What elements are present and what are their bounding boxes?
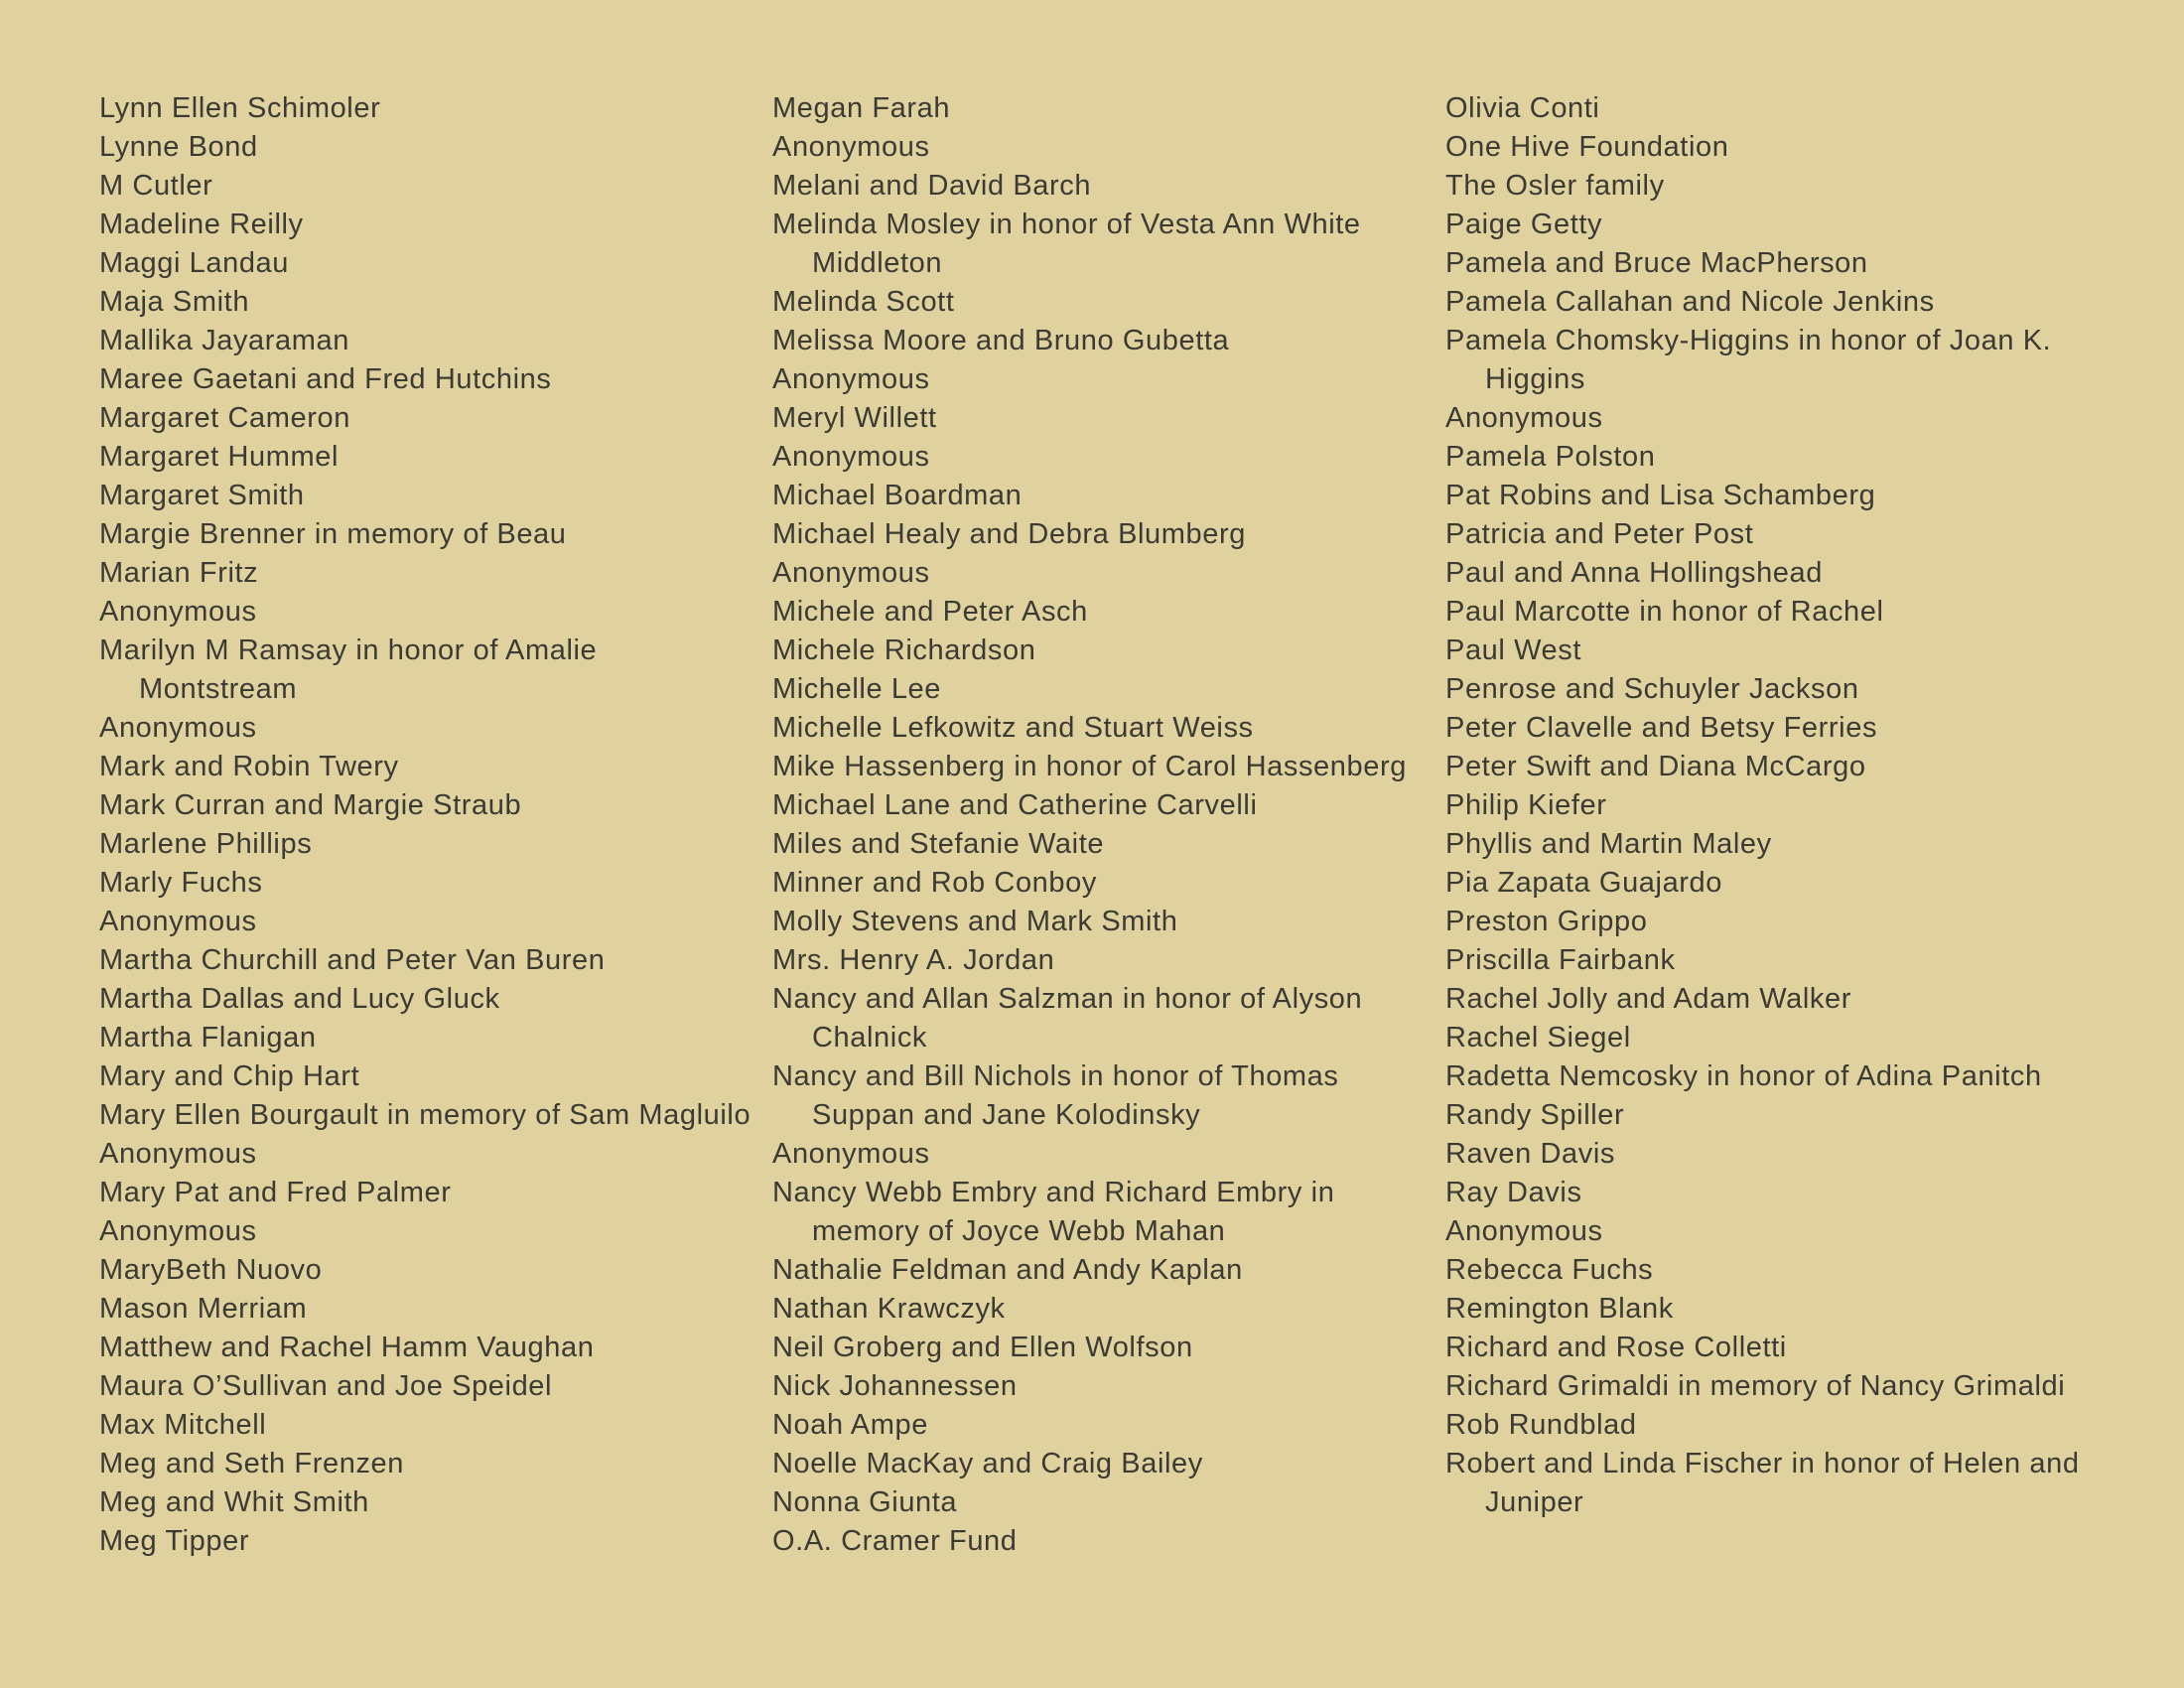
- donor-column-2: [772, 89, 1428, 1561]
- donor-name: Nancy Webb Embry and Richard Embry in memory of Joyce Webb Mahan: [772, 1177, 1335, 1247]
- donor-name: Anonymous: [99, 1215, 257, 1247]
- donor-name: Nonna Giunta: [772, 1486, 958, 1518]
- donor-name: Paul Marcotte in honor of Rachel: [1445, 596, 1884, 628]
- donor-name: Mark and Robin Twery: [99, 751, 399, 782]
- donor-name: Peter Swift and Diana McCargo: [1445, 751, 1866, 782]
- donor-name: Paige Getty: [1445, 209, 1603, 240]
- donor-name: Maggi Landau: [99, 247, 290, 279]
- donor-name: Max Mitchell: [99, 1409, 267, 1441]
- donor-name: Mary Ellen Bourgault in memory of Sam Magluilo: [99, 1099, 751, 1131]
- donor-name: M Cutler: [99, 170, 213, 202]
- donor-name: Penrose and Schuyler Jackson: [1445, 673, 1859, 705]
- donor-name: Anonymous: [1445, 1215, 1603, 1247]
- donor-name: Melinda Scott: [772, 286, 955, 318]
- donor-name: Mike Hassenberg in honor of Carol Hassenberg: [772, 751, 1407, 782]
- donor-name: Anonymous: [99, 712, 257, 744]
- donor-name: Radetta Nemcosky in honor of Adina Panitch: [1445, 1060, 2042, 1092]
- donor-name: Michael Boardman: [772, 480, 1023, 511]
- donor-name: Melissa Moore and Bruno Gubetta: [772, 325, 1230, 356]
- donor-name: Ray Davis: [1445, 1177, 1582, 1208]
- donor-name: Noelle MacKay and Craig Bailey: [772, 1448, 1203, 1479]
- donor-name: Nathalie Feldman and Andy Kaplan: [772, 1254, 1243, 1286]
- donor-name: Anonymous: [99, 1138, 257, 1170]
- donor-name: Philip Kiefer: [1445, 789, 1607, 821]
- donor-name: Martha Churchill and Peter Van Buren: [99, 944, 606, 976]
- donor-name: Martha Dallas and Lucy Gluck: [99, 983, 500, 1015]
- donor-name: Maree Gaetani and Fred Hutchins: [99, 363, 552, 395]
- donor-name: Paul and Anna Hollingshead: [1445, 557, 1823, 589]
- donor-name: Margaret Smith: [99, 480, 305, 511]
- donor-name: Marlene Phillips: [99, 828, 313, 860]
- donor-name: Peter Clavelle and Betsy Ferries: [1445, 712, 1878, 744]
- donor-name: Maura O’Sullivan and Joe Speidel: [99, 1370, 553, 1402]
- donor-name: Melinda Mosley in honor of Vesta Ann White Middleton: [772, 209, 1361, 279]
- donor-name: Rachel Siegel: [1445, 1022, 1631, 1054]
- donor-name: Priscilla Fairbank: [1445, 944, 1676, 976]
- donor-name: Mallika Jayaraman: [99, 325, 349, 356]
- donor-name: Melani and David Barch: [772, 170, 1092, 202]
- donor-list-page: [99, 89, 2124, 1638]
- donor-name: Pamela and Bruce MacPherson: [1445, 247, 1868, 279]
- donor-name: Paul West: [1445, 634, 1582, 666]
- donor-name: Olivia Conti: [1445, 92, 1600, 124]
- donor-name: Preston Grippo: [1445, 906, 1648, 937]
- donor-name-list: [1445, 89, 2101, 1522]
- donor-name: Anonymous: [99, 596, 257, 628]
- donor-name: Margaret Cameron: [99, 402, 350, 434]
- donor-name: Lynne Bond: [99, 131, 258, 163]
- donor-name: Rachel Jolly and Adam Walker: [1445, 983, 1852, 1015]
- donor-name: Pamela Chomsky-Higgins in honor of Joan K. Higgins: [1445, 325, 2052, 395]
- donor-name: Meryl Willett: [772, 402, 937, 434]
- donor-name: Mason Merriam: [99, 1293, 308, 1325]
- donor-name: Pia Zapata Guajardo: [1445, 867, 1723, 899]
- donor-name: Lynn Ellen Schimoler: [99, 92, 381, 124]
- donor-name: Noah Ampe: [772, 1409, 928, 1441]
- donor-name: Richard and Rose Colletti: [1445, 1332, 1787, 1363]
- donor-name: Marly Fuchs: [99, 867, 263, 899]
- donor-name: Michael Healy and Debra Blumberg: [772, 518, 1246, 550]
- donor-name: Anonymous: [772, 441, 930, 473]
- donor-column-1: [99, 89, 754, 1561]
- donor-name: Marian Fritz: [99, 557, 259, 589]
- donor-name: Matthew and Rachel Hamm Vaughan: [99, 1332, 595, 1363]
- donor-name: Anonymous: [772, 363, 930, 395]
- donor-name: Madeline Reilly: [99, 209, 304, 240]
- donor-name: Miles and Stefanie Waite: [772, 828, 1105, 860]
- donor-name: Michele Richardson: [772, 634, 1036, 666]
- donor-name: Megan Farah: [772, 92, 951, 124]
- donor-name: Patricia and Peter Post: [1445, 518, 1754, 550]
- donor-name: Anonymous: [772, 131, 930, 163]
- donor-name: Rob Rundblad: [1445, 1409, 1637, 1441]
- donor-name: Michele and Peter Asch: [772, 596, 1088, 628]
- donor-name: Nathan Krawczyk: [772, 1293, 1006, 1325]
- donor-name: Anonymous: [772, 1138, 930, 1170]
- donor-name: Nancy and Bill Nichols in honor of Thomas Suppan and Jane Kolodinsky: [772, 1060, 1339, 1131]
- donor-name: Marilyn M Ramsay in honor of Amalie Montstream: [99, 634, 598, 705]
- donor-name: Rebecca Fuchs: [1445, 1254, 1654, 1286]
- donor-name: Michael Lane and Catherine Carvelli: [772, 789, 1258, 821]
- donor-name: Nancy and Allan Salzman in honor of Alyson Chalnick: [772, 983, 1363, 1054]
- donor-column-3: [1445, 89, 2101, 1522]
- donor-name: The Osler family: [1445, 170, 1665, 202]
- donor-name: Phyllis and Martin Maley: [1445, 828, 1772, 860]
- donor-name: Richard Grimaldi in memory of Nancy Grimaldi: [1445, 1370, 2066, 1402]
- donor-name: One Hive Foundation: [1445, 131, 1729, 163]
- donor-name: Michelle Lefkowitz and Stuart Weiss: [772, 712, 1254, 744]
- donor-name: Mary and Chip Hart: [99, 1060, 360, 1092]
- donor-name: Meg and Seth Frenzen: [99, 1448, 405, 1479]
- donor-name: Margie Brenner in memory of Beau: [99, 518, 567, 550]
- donor-name: O.A. Cramer Fund: [772, 1525, 1018, 1557]
- donor-name: Pamela Polston: [1445, 441, 1656, 473]
- donor-name: Pamela Callahan and Nicole Jenkins: [1445, 286, 1935, 318]
- donor-name: Maja Smith: [99, 286, 250, 318]
- donor-name: Meg and Whit Smith: [99, 1486, 369, 1518]
- donor-name: Anonymous: [99, 906, 257, 937]
- donor-name: Michelle Lee: [772, 673, 942, 705]
- donor-name: Anonymous: [772, 557, 930, 589]
- donor-name: Neil Groberg and Ellen Wolfson: [772, 1332, 1193, 1363]
- donor-name: Randy Spiller: [1445, 1099, 1625, 1131]
- donor-name-list: [99, 89, 754, 1561]
- donor-name: Mrs. Henry A. Jordan: [772, 944, 1055, 976]
- donor-name: Robert and Linda Fischer in honor of Helen and Juniper: [1445, 1448, 2080, 1518]
- donor-name: Martha Flanigan: [99, 1022, 317, 1054]
- donor-name: Minner and Rob Conboy: [772, 867, 1097, 899]
- donor-name: Mark Curran and Margie Straub: [99, 789, 522, 821]
- donor-name: Pat Robins and Lisa Schamberg: [1445, 480, 1876, 511]
- donor-name: Remington Blank: [1445, 1293, 1674, 1325]
- donor-name-list: [772, 89, 1428, 1561]
- donor-name: Nick Johannessen: [772, 1370, 1018, 1402]
- donor-name: Molly Stevens and Mark Smith: [772, 906, 1178, 937]
- donor-name: MaryBeth Nuovo: [99, 1254, 323, 1286]
- donor-name: Raven Davis: [1445, 1138, 1615, 1170]
- donor-name: Mary Pat and Fred Palmer: [99, 1177, 452, 1208]
- donor-name: Meg Tipper: [99, 1525, 250, 1557]
- donor-name: Margaret Hummel: [99, 441, 340, 473]
- donor-name: Anonymous: [1445, 402, 1603, 434]
